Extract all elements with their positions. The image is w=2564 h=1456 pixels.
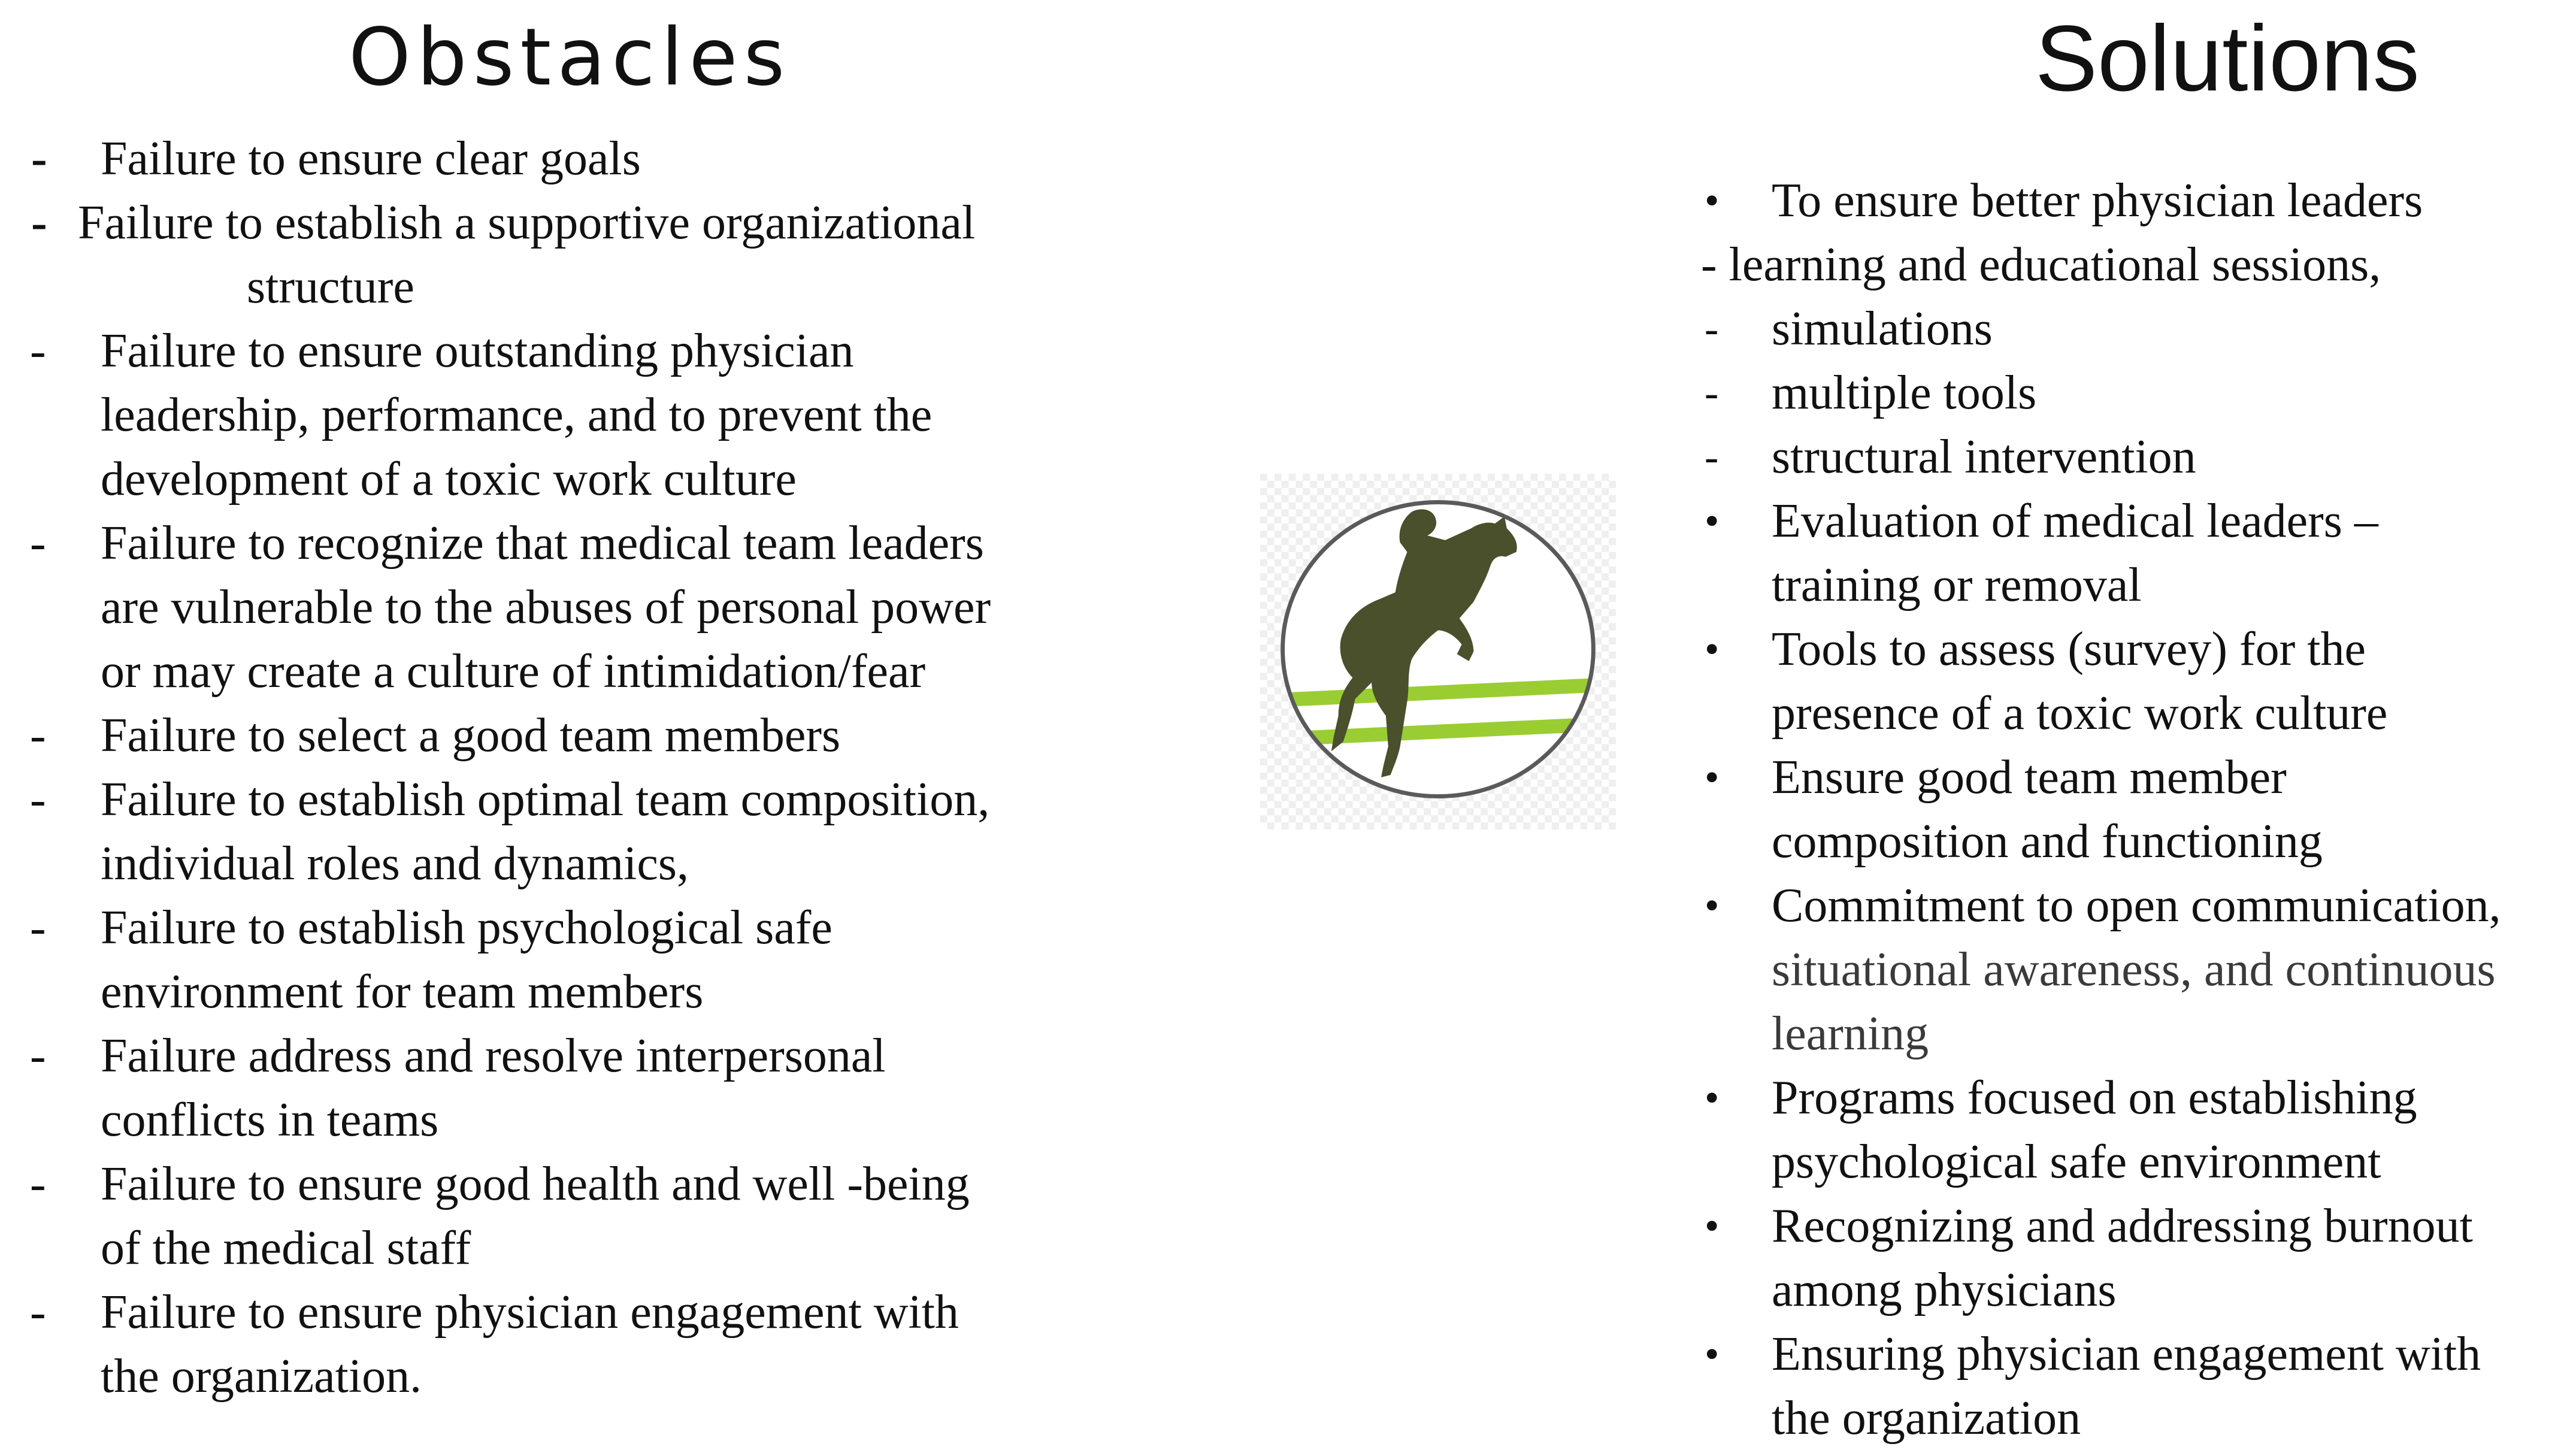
- bullet-marker: •: [1705, 626, 1720, 673]
- obstacle-text: Failure to establish psychological safe: [101, 901, 833, 954]
- obstacle-text: environment for team members: [101, 965, 704, 1018]
- solution-item: [1689, 746, 2557, 874]
- obstacle-text: Failure to ensure good health and well -being: [101, 1158, 970, 1210]
- dash-marker: -: [30, 1030, 46, 1082]
- solution-text: Evaluation of medical leaders –: [1772, 495, 2378, 547]
- obstacle-text: Failure to establish a supportive organizational: [78, 196, 976, 249]
- dash-marker: -: [31, 196, 47, 249]
- solution-item: [1689, 489, 2557, 617]
- solution-text: Ensure good team member: [1772, 751, 2287, 804]
- solution-text: composition and functioning: [1772, 815, 2323, 868]
- solution-text: multiple tools: [1772, 367, 2037, 419]
- dash-marker: -: [30, 773, 46, 826]
- bullet-marker: •: [1705, 178, 1720, 224]
- solution-text: Recognizing and addressing burnout: [1772, 1200, 2473, 1252]
- solution-item: [1689, 233, 2557, 297]
- solution-text: Tools to assess (survey) for the: [1772, 623, 2366, 676]
- obstacle-text: Failure to select a good team members: [101, 709, 841, 762]
- obstacle-text: individual roles and dynamics,: [101, 837, 689, 890]
- obstacle-text: Failure to ensure physician engagement with: [101, 1286, 959, 1339]
- solution-text: training or removal: [1772, 559, 2142, 612]
- obstacle-text: the organization.: [101, 1350, 422, 1403]
- obstacle-item: [0, 191, 1138, 319]
- dash-marker: -: [1705, 306, 1719, 352]
- solution-text: - learning and educational sessions,: [1701, 238, 2381, 291]
- solution-item: [1689, 1322, 2557, 1451]
- solutions-title: Solutions: [2035, 7, 2420, 111]
- dash-marker: -: [30, 1286, 46, 1339]
- obstacle-item: [0, 768, 1138, 896]
- show-jumping-horse-icon: [1260, 470, 1616, 833]
- solution-text: Programs focused on establishing: [1772, 1071, 2417, 1124]
- obstacle-item: [0, 127, 1138, 191]
- solution-item: [1689, 1066, 2557, 1194]
- obstacle-item: [0, 1152, 1138, 1281]
- solution-text: structural intervention: [1772, 431, 2196, 483]
- solution-item: [1689, 297, 2557, 361]
- obstacle-text: conflicts in teams: [101, 1094, 439, 1146]
- obstacle-item: [0, 319, 1138, 511]
- solution-item: [1689, 425, 2557, 489]
- obstacle-item: [0, 1024, 1138, 1152]
- dash-marker: -: [1705, 434, 1719, 480]
- solution-item: [1689, 874, 2557, 1066]
- solution-item: [1689, 617, 2557, 746]
- solution-text: the organization: [1772, 1392, 2081, 1445]
- obstacle-text: development of a toxic work culture: [101, 453, 797, 505]
- dash-marker: -: [30, 901, 46, 954]
- obstacle-item: [0, 511, 1138, 704]
- bullet-marker: •: [1705, 755, 1720, 801]
- solution-text: psychological safe environment: [1772, 1136, 2381, 1188]
- dash-marker: -: [31, 132, 47, 185]
- obstacle-item: [0, 704, 1138, 768]
- dash-marker: -: [30, 325, 46, 377]
- dash-marker: -: [1701, 238, 1717, 291]
- obstacle-text: are vulnerable to the abuses of personal power: [101, 581, 991, 634]
- obstacle-text: or may create a culture of intimidation/fear: [101, 645, 926, 698]
- solution-text: learning: [1772, 1007, 1929, 1060]
- solution-item: [1689, 169, 2557, 233]
- solution-text: presence of a toxic work culture: [1772, 687, 2388, 740]
- bullet-marker: •: [1705, 1203, 1720, 1249]
- obstacle-text: Failure address and resolve interpersonal: [101, 1030, 886, 1082]
- obstacle-item: [0, 1281, 1138, 1409]
- solutions-list: [1689, 169, 2557, 1451]
- bullet-marker: •: [1705, 1331, 1720, 1378]
- obstacle-text: Failure to ensure clear goals: [101, 132, 641, 185]
- solution-text: among physicians: [1772, 1264, 2117, 1316]
- obstacle-text: Failure to ensure outstanding physician: [101, 325, 854, 377]
- dash-marker: -: [30, 1158, 46, 1210]
- bullet-marker: •: [1705, 1075, 1720, 1121]
- obstacle-text: Failure to recognize that medical team leaders: [101, 517, 984, 570]
- dash-marker: -: [30, 517, 46, 570]
- solution-text: To ensure better physician leaders: [1772, 174, 2423, 227]
- obstacles-title: Obstacles: [349, 11, 791, 104]
- solution-text: Ensuring physician engagement with: [1772, 1328, 2481, 1381]
- obstacle-item: [0, 896, 1138, 1024]
- solution-text: Commitment to open communication,: [1772, 879, 2501, 932]
- obstacle-text: of the medical staff: [101, 1222, 471, 1275]
- obstacle-text: leadership, performance, and to prevent the: [101, 389, 933, 441]
- solution-text: simulations: [1772, 302, 1993, 355]
- bullet-marker: •: [1705, 883, 1720, 929]
- obstacle-text: structure: [247, 261, 414, 313]
- dash-marker: -: [30, 709, 46, 762]
- bullet-marker: •: [1705, 498, 1720, 544]
- obstacles-list: [0, 127, 1138, 1409]
- solution-text: situational awareness, and continuous: [1772, 943, 2496, 996]
- solution-item: [1689, 1194, 2557, 1322]
- solution-item: [1689, 361, 2557, 425]
- dash-marker: -: [1705, 370, 1719, 416]
- obstacle-text: Failure to establish optimal team composition,: [101, 773, 990, 826]
